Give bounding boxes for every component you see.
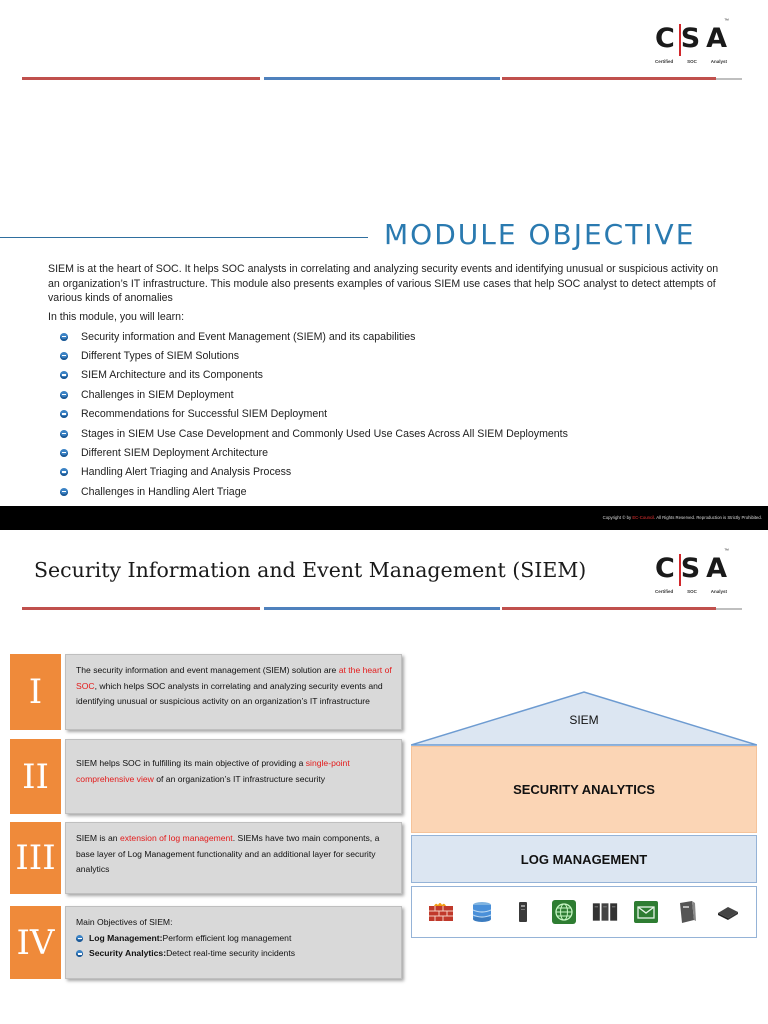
logo-sub-soc: SOC xyxy=(687,59,697,64)
header-line-red xyxy=(22,607,260,610)
logo-sub-soc: SOC xyxy=(687,589,697,594)
copyright-text: Copyright © by EC-Council. All Rights Reserved. Reproduction is Strictly Prohibited. xyxy=(602,515,762,520)
bullet-icon xyxy=(60,333,68,341)
email-icon xyxy=(633,899,659,925)
objective-item: Different SIEM Deployment Architecture xyxy=(60,443,568,462)
logo-letter-a: A xyxy=(706,23,727,54)
header-line-red xyxy=(22,77,260,80)
logo-red-bar xyxy=(679,24,681,56)
logo-sub-analyst: Analyst xyxy=(710,589,727,594)
title-rule xyxy=(0,237,368,238)
logo-trademark: ™ xyxy=(724,548,729,554)
card-numeral: III xyxy=(10,822,61,894)
module-objective-title: MODULE OBJECTIVE xyxy=(384,218,696,251)
bullet-icon xyxy=(60,352,68,360)
bullet-icon xyxy=(76,935,83,942)
card-numeral: I xyxy=(10,654,61,730)
siem-objective-log: Log Management: Perform efficient log management xyxy=(76,931,393,947)
bullet-icon xyxy=(60,391,68,399)
objective-item: Challenges in Handling Alert Triage xyxy=(60,482,568,501)
card-text: Main Objectives of SIEM: Log Management: Perform efficient log management Security Analytics: Detect real-time security incidents xyxy=(65,906,402,979)
header-line-blue xyxy=(264,77,500,80)
objective-item: Different Types of SIEM Solutions xyxy=(60,346,568,365)
logo-letter-c: C xyxy=(655,553,675,584)
learn-label: In this module, you will learn: xyxy=(48,311,185,323)
objective-item: Security information and Event Management (SIEM) and its capabilities xyxy=(60,327,568,346)
card-text: SIEM is an extension of log management. SIEMs have two main components, a base layer of Log Management functionality and an additional layer for security analytics xyxy=(65,822,402,894)
csa-logo xyxy=(655,18,729,68)
card-highlight: at the heart of SOC xyxy=(76,665,392,691)
database-icon xyxy=(469,899,495,925)
card-text: SIEM helps SOC in fulfilling its main objective of providing a single-point comprehensive view of an organization’s IT infrastructure security xyxy=(65,739,402,814)
objective-item: Challenges in SIEM Deployment xyxy=(60,385,568,404)
objective-item: Stages in SIEM Use Case Development and Commonly Used Use Cases Across All SIEM Deployments xyxy=(60,424,568,443)
logo-letter-s: S xyxy=(680,553,701,584)
header-line-blue xyxy=(264,607,500,610)
objectives-list xyxy=(60,327,568,502)
logo-sub-certified: Certified xyxy=(655,589,674,594)
router-icon xyxy=(715,899,741,925)
card-numeral: IV xyxy=(10,906,61,979)
bullet-icon xyxy=(60,488,68,496)
card-text: The security information and event management (SIEM) solution are at the heart of SOC, which helps SOC analysts in correlating and analyzing security events and identifying unusual or suspicious activity on an organization’s IT infrastructure xyxy=(65,654,402,730)
bullet-icon xyxy=(76,950,83,957)
header-line-red-right xyxy=(502,77,716,80)
card-highlight: extension of log management xyxy=(119,833,233,843)
bullet-icon xyxy=(60,449,68,457)
computer-tower-icon xyxy=(674,899,700,925)
footer-bar xyxy=(0,506,768,530)
logo-letter-s: S xyxy=(680,23,701,54)
logo-trademark: ™ xyxy=(724,18,729,24)
bullet-icon xyxy=(60,410,68,418)
header-line-gray xyxy=(716,608,742,610)
slide-siem xyxy=(0,530,768,1024)
header-line-red-right xyxy=(502,607,716,610)
card-numeral: II xyxy=(10,739,61,814)
card-2 xyxy=(10,739,402,814)
logo-letter-c: C xyxy=(655,23,675,54)
siem-label: SIEM xyxy=(569,713,599,727)
logo-sub-analyst: Analyst xyxy=(710,59,727,64)
logo-sub-certified: Certified xyxy=(655,59,674,64)
slide-title: Security Information and Event Management (SIEM) xyxy=(34,558,587,582)
logo-red-bar xyxy=(679,554,681,586)
objective-item: Handling Alert Triaging and Analysis Process xyxy=(60,463,568,482)
bullet-icon xyxy=(60,468,68,476)
data-sources-row xyxy=(411,886,757,938)
card-4 xyxy=(10,906,402,979)
server-rack-icon xyxy=(592,899,618,925)
csa-logo xyxy=(655,548,729,598)
globe-icon xyxy=(551,899,577,925)
siem-objective-analytics: Security Analytics: Detect real-time security incidents xyxy=(76,946,393,962)
bullet-icon xyxy=(60,430,68,438)
bullet-icon xyxy=(60,371,68,379)
header-line-gray xyxy=(716,78,742,80)
intro-paragraph: SIEM is at the heart of SOC. It helps SOC analysts in correlating and analyzing security events and identifying unusual or suspicious activity on an organization’s IT infrastructure. This module also presents examples of various SIEM use cases that help SOC analyst to detect attempts of various kinds of anomalies xyxy=(48,263,719,304)
card-3 xyxy=(10,822,402,894)
objective-item: SIEM Architecture and its Components xyxy=(60,366,568,385)
logo-letter-a: A xyxy=(706,553,727,584)
objective-item: Recommendations for Successful SIEM Deployment xyxy=(60,405,568,424)
server-tower-icon xyxy=(510,899,536,925)
card-1 xyxy=(10,654,402,730)
security-analytics-layer: SECURITY ANALYTICS xyxy=(411,746,757,833)
card-highlight: single-point comprehensive view xyxy=(76,758,350,784)
firewall-icon xyxy=(428,899,454,925)
log-management-layer: LOG MANAGEMENT xyxy=(411,835,757,883)
